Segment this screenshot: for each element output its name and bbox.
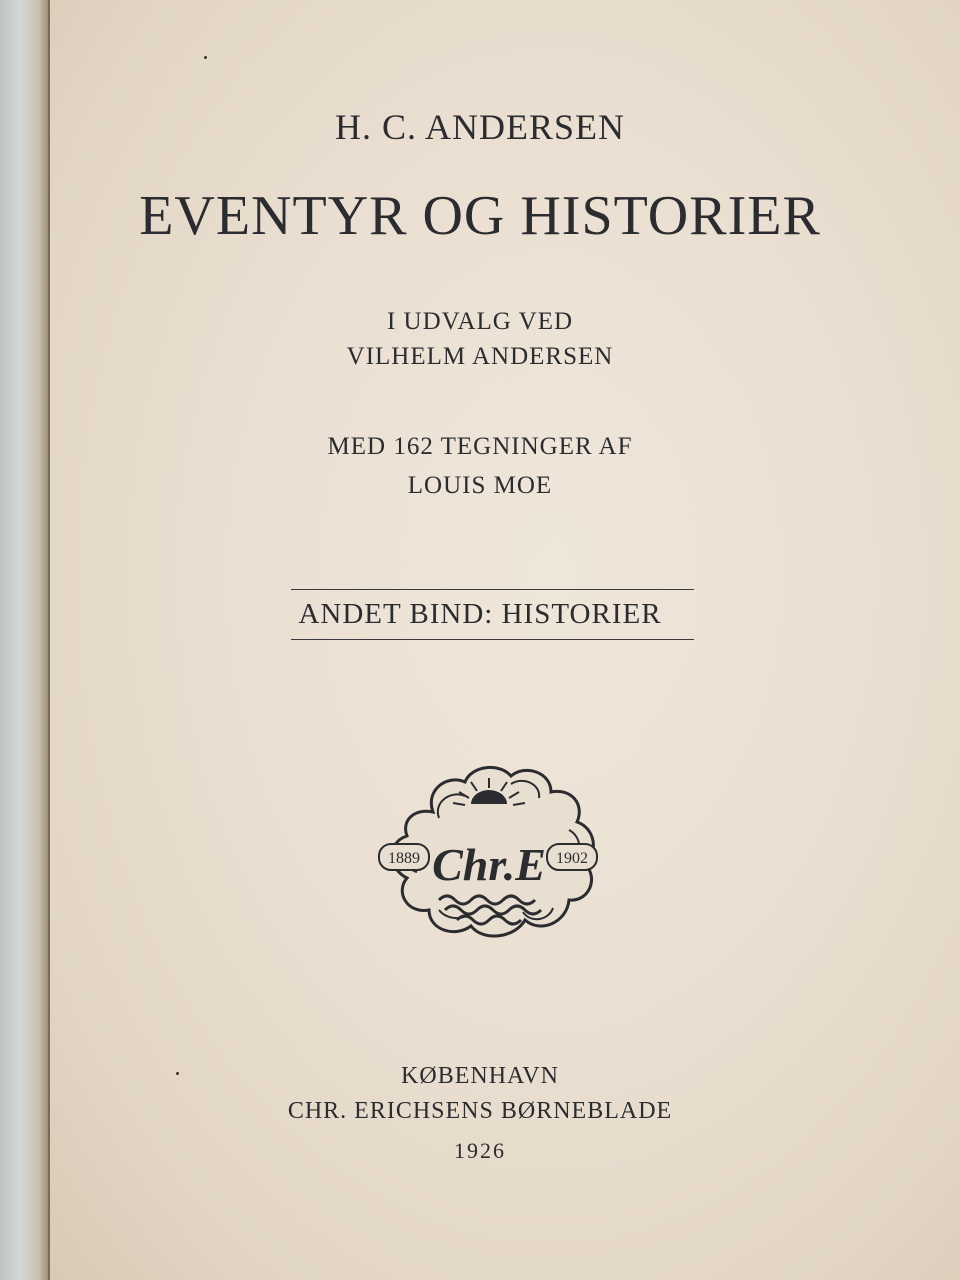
author-name: H. C. ANDERSEN	[334, 107, 626, 147]
volume-rule-bottom	[291, 639, 694, 640]
emblem-year-left: 1889	[388, 850, 420, 867]
illustrator-name: LOUIS MOE	[407, 472, 553, 499]
book-title: EVENTYR OG HISTORIER	[139, 185, 821, 247]
publication-year: 1926	[454, 1138, 506, 1163]
volume-rule-top	[291, 589, 694, 590]
illustrations-line: MED 162 TEGNINGER AF	[327, 433, 633, 460]
publisher-emblem	[373, 760, 603, 946]
publication-city: KØBENHAVN	[401, 1063, 559, 1089]
publisher-name: CHR. ERICHSENS BØRNEBLADE	[287, 1098, 673, 1124]
selection-line: I UDVALG VED	[386, 308, 574, 335]
editor-name: VILHELM ANDERSEN	[346, 343, 614, 370]
paper-speck	[204, 56, 207, 59]
volume-title: ANDET BIND: HISTORIER	[298, 598, 662, 630]
emblem-year-right: 1902	[556, 850, 588, 867]
emblem-monogram: Chr.E	[432, 839, 546, 890]
